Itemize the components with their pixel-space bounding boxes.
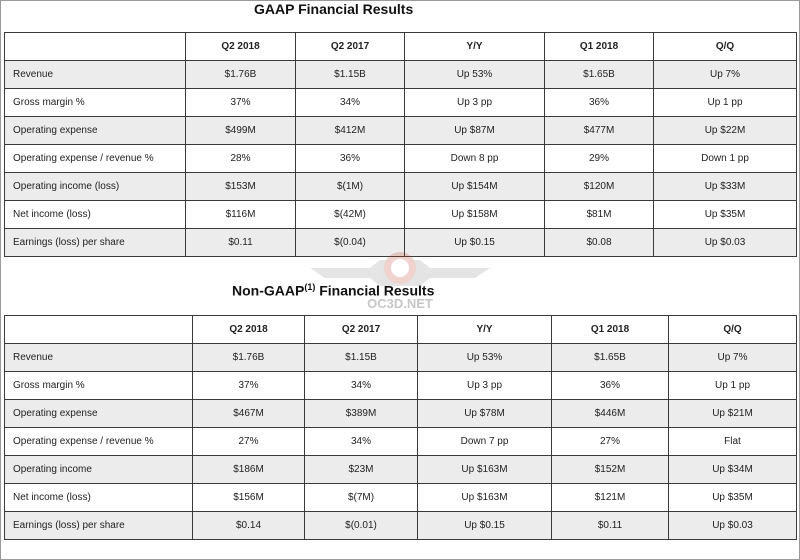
non-gaap-header-cell: Q/Q [669,316,797,344]
gaap-cell-value: $(0.04) [296,229,405,257]
gaap-header-cell: Q2 2017 [296,33,405,61]
non-gaap-cell-value: Up 7% [669,344,797,372]
non-gaap-title-text: Non-GAAP [232,282,305,299]
gaap-table-row [5,173,797,201]
non-gaap-cell-value: $121M [552,484,669,512]
gaap-row-label: Operating expense / revenue % [5,145,186,173]
non-gaap-cell-value: Flat [669,428,797,456]
non-gaap-cell-value: $186M [193,456,305,484]
gaap-cell-value: $(1M) [296,173,405,201]
gaap-cell-value: $1.76B [186,61,296,89]
non-gaap-cell-value: 36% [552,372,669,400]
gaap-row-label: Operating income (loss) [5,173,186,201]
gaap-cell-value: Up $22M [654,117,797,145]
non-gaap-cell-value: $1.15B [305,344,418,372]
non-gaap-header-cell [5,316,193,344]
non-gaap-cell-value: 34% [305,428,418,456]
gaap-cell-value: $116M [186,201,296,229]
non-gaap-table-row [5,512,797,540]
non-gaap-row-label: Operating expense [5,400,193,428]
gaap-cell-value: Up $154M [405,173,545,201]
non-gaap-cell-value: $1.76B [193,344,305,372]
non-gaap-cell-value: $156M [193,484,305,512]
gaap-cell-value: 36% [545,89,654,117]
gaap-table-row [5,201,797,229]
non-gaap-header-row [5,316,797,344]
non-gaap-cell-value: 27% [552,428,669,456]
gaap-cell-value: $1.15B [296,61,405,89]
gaap-cell-value: Up 3 pp [405,89,545,117]
gaap-table-row [5,117,797,145]
non-gaap-table-row [5,428,797,456]
gaap-title: GAAP Financial Results [254,1,414,17]
gaap-table-row [5,89,797,117]
non-gaap-cell-value: $(0.01) [305,512,418,540]
gaap-cell-value: Up $0.03 [654,229,797,257]
gaap-cell-value: 29% [545,145,654,173]
non-gaap-title-suffix: Financial Results [315,282,435,299]
gaap-header-row [5,33,797,61]
non-gaap-title [232,282,434,299]
watermark-text: OC3D.NET [367,296,433,311]
gaap-cell-value: $81M [545,201,654,229]
gaap-cell-value: $0.08 [545,229,654,257]
non-gaap-cell-value: Down 7 pp [418,428,552,456]
gaap-cell-value: Down 1 pp [654,145,797,173]
non-gaap-cell-value: $23M [305,456,418,484]
gaap-row-label: Net income (loss) [5,201,186,229]
gaap-row-label: Operating expense [5,117,186,145]
gaap-cell-value: Up $35M [654,201,797,229]
gaap-cell-value: $477M [545,117,654,145]
gaap-cell-value: 37% [186,89,296,117]
gaap-header-cell [5,33,186,61]
gaap-cell-value: Up $33M [654,173,797,201]
non-gaap-cell-value: $0.14 [193,512,305,540]
non-gaap-table-row [5,344,797,372]
gaap-cell-value: $499M [186,117,296,145]
gaap-header-cell: Q1 2018 [545,33,654,61]
non-gaap-cell-value: Up $163M [418,456,552,484]
non-gaap-table-row [5,372,797,400]
non-gaap-header-cell: Y/Y [418,316,552,344]
non-gaap-cell-value: Up 1 pp [669,372,797,400]
gaap-cell-value: Up 53% [405,61,545,89]
non-gaap-cell-value: Up $0.15 [418,512,552,540]
non-gaap-cell-value: 37% [193,372,305,400]
non-gaap-header-cell: Q2 2017 [305,316,418,344]
non-gaap-cell-value: $0.11 [552,512,669,540]
non-gaap-row-label: Operating expense / revenue % [5,428,193,456]
gaap-header-cell: Q/Q [654,33,797,61]
non-gaap-cell-value: Up $34M [669,456,797,484]
gaap-header-cell: Q2 2018 [186,33,296,61]
gaap-table-row [5,145,797,173]
non-gaap-cell-value: 34% [305,372,418,400]
gaap-cell-value: 28% [186,145,296,173]
non-gaap-cell-value: Up 53% [418,344,552,372]
non-gaap-cell-value: $389M [305,400,418,428]
footnote-marker: (1) [304,282,316,292]
non-gaap-table-row [5,400,797,428]
non-gaap-cell-value: $467M [193,400,305,428]
gaap-cell-value: $412M [296,117,405,145]
gaap-cell-value: $120M [545,173,654,201]
gaap-cell-value: $(42M) [296,201,405,229]
gaap-cell-value: 36% [296,145,405,173]
gaap-cell-value: Down 8 pp [405,145,545,173]
gaap-cell-value: Up $87M [405,117,545,145]
non-gaap-results-table [4,315,797,540]
gaap-row-label: Earnings (loss) per share [5,229,186,257]
gaap-header-cell: Y/Y [405,33,545,61]
non-gaap-cell-value: Up $0.03 [669,512,797,540]
gaap-table-row [5,61,797,89]
non-gaap-cell-value: 27% [193,428,305,456]
gaap-table-row [5,229,797,257]
gaap-cell-value: Up $158M [405,201,545,229]
non-gaap-cell-value: Up $35M [669,484,797,512]
non-gaap-row-label: Gross margin % [5,372,193,400]
non-gaap-table-row [5,484,797,512]
non-gaap-row-label: Revenue [5,344,193,372]
gaap-cell-value: Up 7% [654,61,797,89]
non-gaap-row-label: Net income (loss) [5,484,193,512]
gaap-cell-value: $153M [186,173,296,201]
gaap-row-label: Gross margin % [5,89,186,117]
gaap-row-label: Revenue [5,61,186,89]
non-gaap-header-cell: Q1 2018 [552,316,669,344]
non-gaap-cell-value: $152M [552,456,669,484]
non-gaap-cell-value: $1.65B [552,344,669,372]
non-gaap-cell-value: Up $163M [418,484,552,512]
gaap-cell-value: Up $0.15 [405,229,545,257]
non-gaap-row-label: Earnings (loss) per share [5,512,193,540]
non-gaap-cell-value: $446M [552,400,669,428]
gaap-cell-value: $1.65B [545,61,654,89]
gaap-cell-value: $0.11 [186,229,296,257]
non-gaap-row-label: Operating income [5,456,193,484]
non-gaap-cell-value: Up 3 pp [418,372,552,400]
non-gaap-table-row [5,456,797,484]
non-gaap-cell-value: Up $78M [418,400,552,428]
gaap-cell-value: Up 1 pp [654,89,797,117]
gaap-cell-value: 34% [296,89,405,117]
non-gaap-cell-value: Up $21M [669,400,797,428]
non-gaap-header-cell: Q2 2018 [193,316,305,344]
non-gaap-cell-value: $(7M) [305,484,418,512]
gaap-results-table [4,32,797,257]
